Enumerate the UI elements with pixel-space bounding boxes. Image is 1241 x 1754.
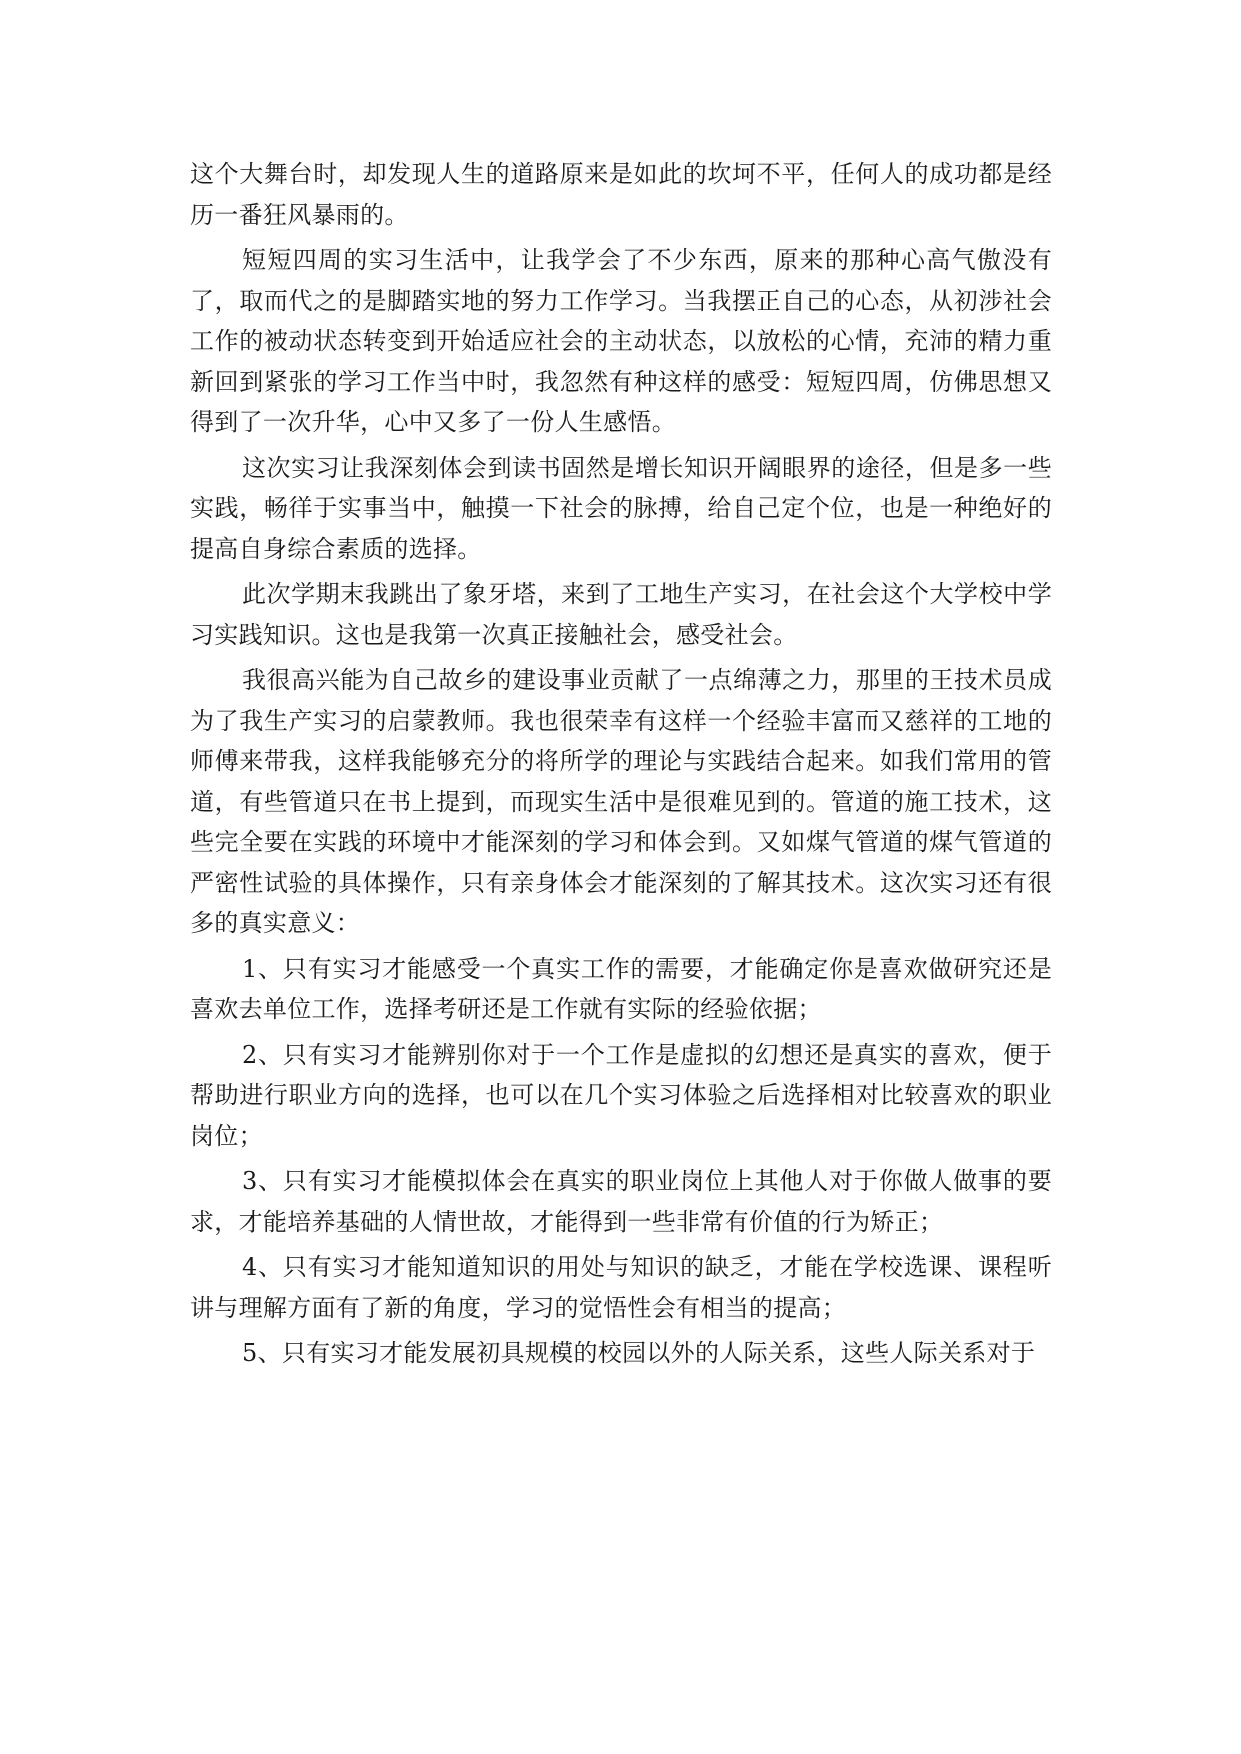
document-body	[190, 154, 1052, 1379]
list-item-2: 2、只有实习才能辨别你对于一个工作是虚拟的幻想还是真实的喜欢，便于帮助进行职业方向的选择，也可以在几个实习体验之后选择相对比较喜欢的职业岗位；	[190, 1040, 1052, 1150]
list-item-4: 4、只有实习才能知道知识的用处与知识的缺乏，才能在学校选课、课程听讲与理解方面有了新的角度，学习的觉悟性会有相当的提高；	[190, 1253, 1052, 1322]
paragraph-hometown: 我很高兴能为自己故乡的建设事业贡献了一点绵薄之力，那里的王技术员成为了我生产实习的启蒙教师。我也很荣幸有这样一个经验丰富而又慈祥的工地的师傅来带我，这样我能够充分的将所学的理论与实践结合起来。如我们常用的管道，有些管道只在书上提到，而现实生活中是很难见到的。管道的施工技术，这些完全要在实践的环境中才能深刻的学习和体会到。又如煤气管道的煤气管道的严密性试验的具体操作，只有亲身体会才能深刻的了解其技术。这次实习还有很多的真实意义：	[190, 666, 1052, 937]
list-item-3: 3、只有实习才能模拟体会在真实的职业岗位上其他人对于你做人做事的要求，才能培养基础的人情世故，才能得到一些非常有价值的行为矫正；	[190, 1167, 1052, 1236]
paragraph-four-weeks: 短短四周的实习生活中，让我学会了不少东西，原来的那种心高气傲没有了，取而代之的是脚踏实地的努力工作学习。当我摆正自己的心态，从初涉社会工作的被动状态转变到开始适应社会的主动状态，以放松的心情，充沛的精力重新回到紧张的学习工作当中时，我忽然有种这样的感受：短短四周，仿佛思想又得到了一次升华，心中又多了一份人生感悟。	[190, 246, 1052, 436]
paragraph-continuation: 这个大舞台时，却发现人生的道路原来是如此的坎坷不平，任何人的成功都是经历一番狂风暴雨的。	[190, 160, 1052, 229]
paragraph-ivory-tower: 此次学期末我跳出了象牙塔，来到了工地生产实习，在社会这个大学校中学习实践知识。这也是我第一次真正接触社会，感受社会。	[190, 580, 1052, 649]
list-item-1: 1、只有实习才能感受一个真实工作的需要，才能确定你是喜欢做研究还是喜欢去单位工作，选择考研还是工作就有实际的经验依据；	[190, 954, 1052, 1023]
paragraph-reading-practice: 这次实习让我深刻体会到读书固然是增长知识开阔眼界的途径，但是多一些实践，畅徉于实事当中，触摸一下社会的脉搏，给自己定个位，也是一种绝好的提高自身综合素质的选择。	[190, 453, 1052, 563]
list-item-5: 5、只有实习才能发展初具规模的校园以外的人际关系，这些人际关系对于	[242, 1339, 1036, 1367]
